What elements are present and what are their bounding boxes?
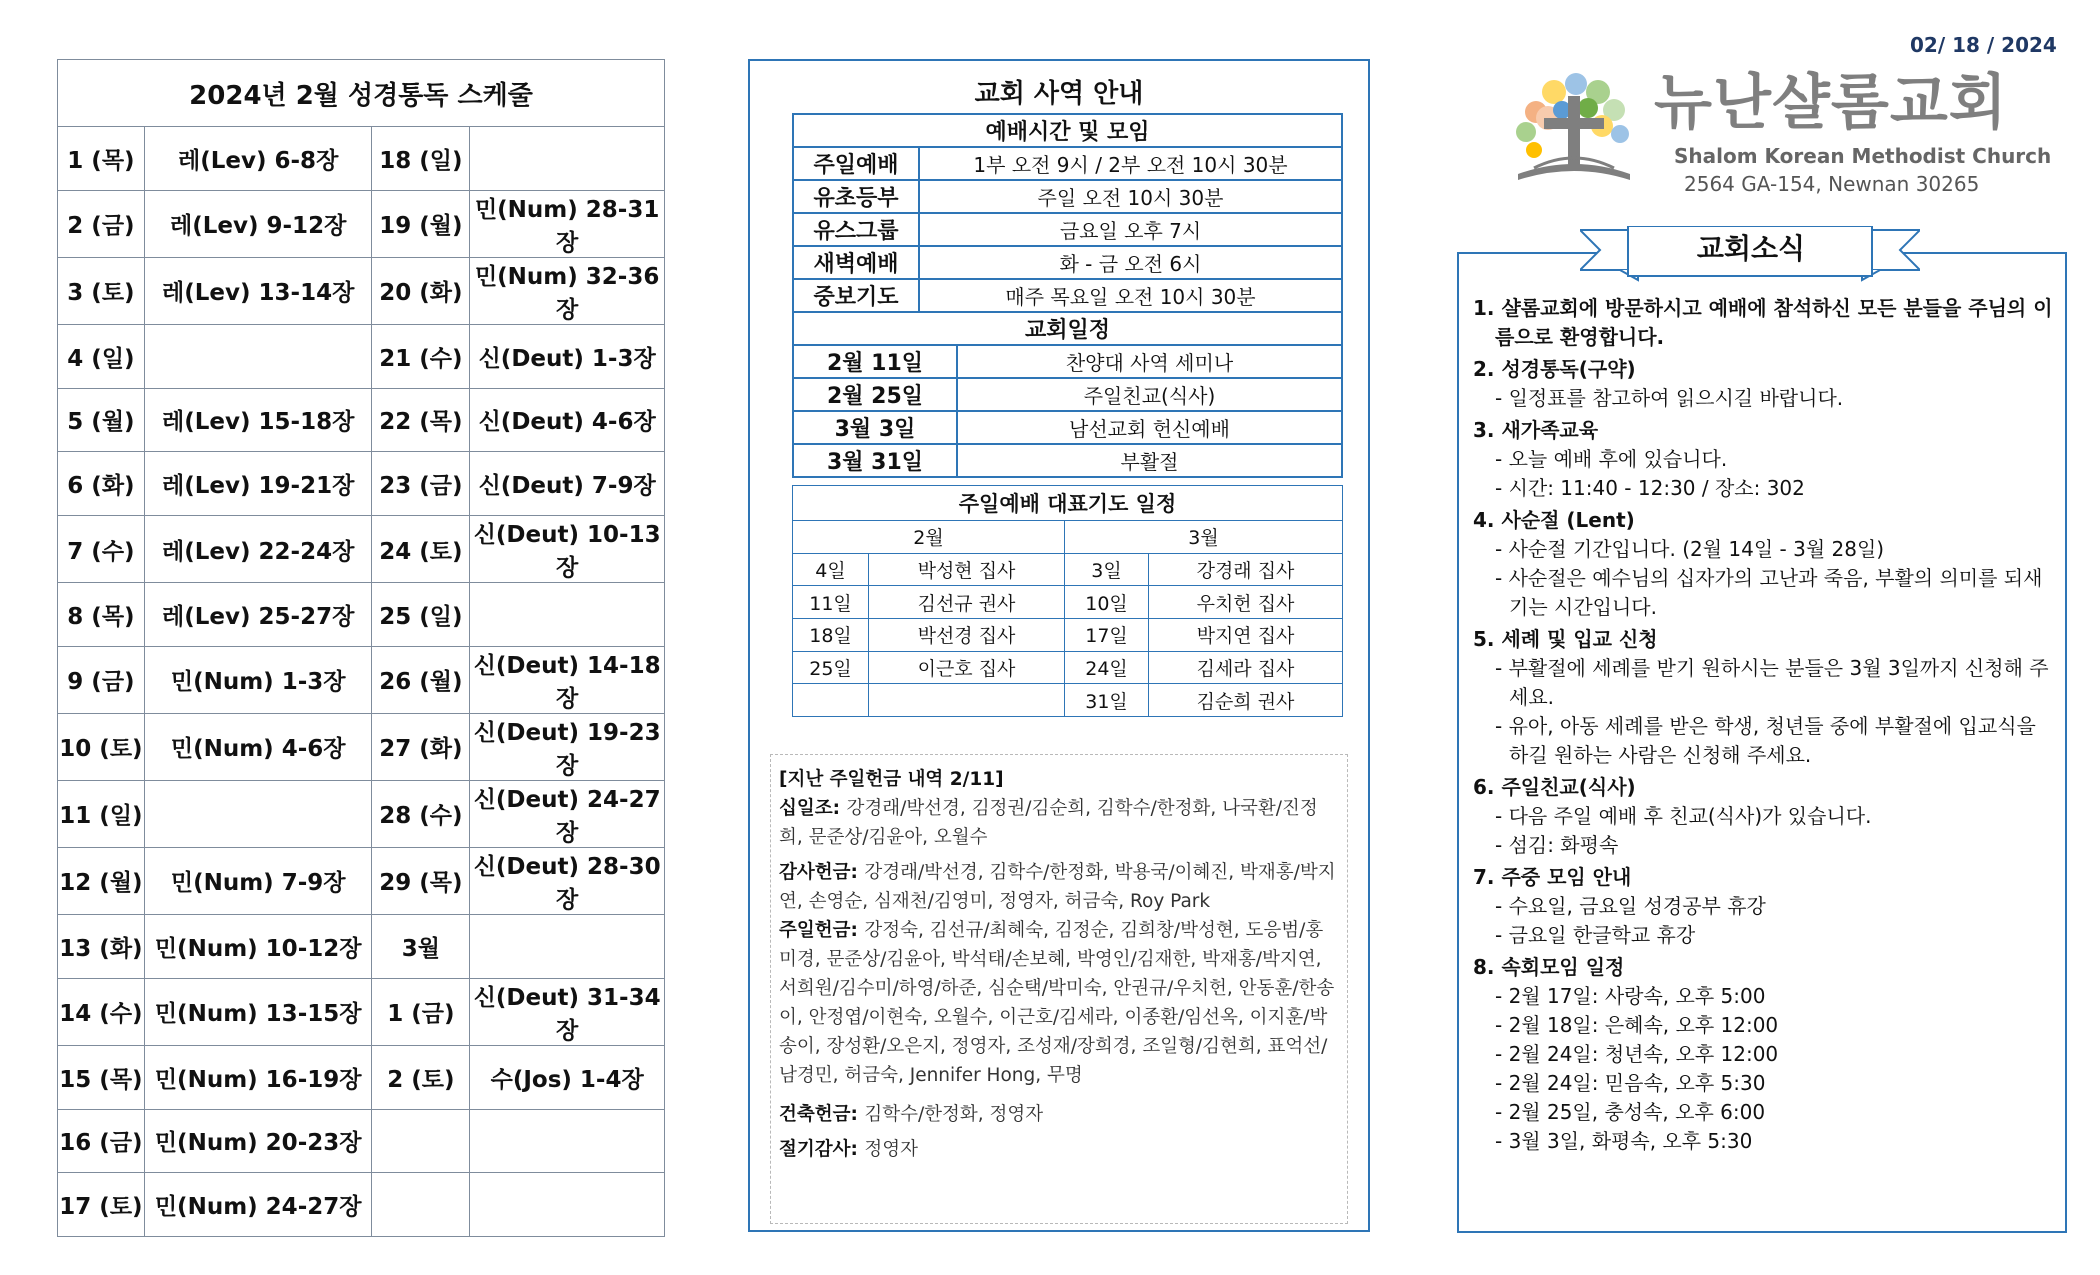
news-item-detail: - 2월 24일: 청년속, 오후 12:00: [1495, 1042, 1779, 1066]
bible-reading-schedule: [57, 59, 665, 1237]
schedule-row: [58, 646, 665, 713]
worship-row: [793, 180, 1342, 213]
schedule-reading: 신(Deut) 4-6장: [470, 388, 665, 452]
prayer-date: 25일: [793, 651, 869, 684]
schedule-reading: 민(Num) 10-12장: [144, 914, 372, 978]
news-item-detail: - 다음 주일 예배 후 친교(식사)가 있습니다.: [1495, 804, 1872, 828]
news-item-detail: - 2월 18일: 은혜속, 오후 12:00: [1495, 1013, 1779, 1037]
news-list: [1473, 294, 2053, 1159]
event-date: 3월 3일: [793, 411, 957, 444]
schedule-date: 12 (월): [58, 847, 145, 914]
schedule-date: 18 (일): [372, 127, 470, 191]
events-header: 교회일정: [793, 312, 1342, 345]
news-item-title: 4. 사순절 (Lent): [1473, 508, 1635, 532]
prayer-person: 박선경 집사: [869, 619, 1065, 652]
schedule-row: [58, 324, 665, 388]
event-date: 2월 11일: [793, 345, 957, 378]
schedule-date: 11 (일): [58, 780, 145, 847]
schedule-row: [58, 127, 665, 191]
worship-name: 유초등부: [793, 180, 919, 213]
news-item: [1473, 863, 2053, 950]
news-title: 교회소식: [1696, 232, 1806, 265]
schedule-row: [58, 847, 665, 914]
bulletin-date: 02/ 18 / 2024: [1910, 33, 2057, 57]
news-item-detail: - 2월 25일, 충성속, 오후 6:00: [1495, 1100, 1766, 1124]
worship-header: 예배시간 및 모임: [793, 114, 1342, 147]
event-row: [793, 378, 1342, 411]
schedule-row: [58, 780, 665, 847]
season-names: 정영자: [864, 1139, 918, 1160]
schedule-reading: 신(Deut) 10-13장: [470, 516, 665, 583]
news-item-detail: - 유아, 아동 세례를 받은 학생, 청년들 중에 부활절에 입교식을 하길 원하는 사람은 신청해 주세요.: [1495, 714, 2036, 767]
news-item: [1473, 625, 2053, 770]
worship-time: 화 - 금 오전 6시: [919, 246, 1342, 279]
schedule-reading: 신(Deut) 14-18장: [470, 646, 665, 713]
prayer-person: 박지연 집사: [1149, 619, 1343, 652]
schedule-row: [58, 388, 665, 452]
worship-row: [793, 246, 1342, 279]
news-item-detail: - 부활절에 세례를 받기 원하시는 분들은 3월 3일까지 신청해 주세요.: [1495, 656, 2049, 709]
news-item-detail: - 일정표를 참고하여 읽으시길 바랍니다.: [1495, 386, 1844, 410]
schedule-reading: 민(Num) 28-31장: [470, 190, 665, 257]
prayer-person: 이근호 집사: [869, 651, 1065, 684]
schedule-reading: 민(Num) 24-27장: [144, 1173, 372, 1237]
schedule-row: [58, 190, 665, 257]
worship-row: [793, 213, 1342, 246]
schedule-date: 2 (토): [372, 1045, 470, 1109]
prayer-person: 박성현 집사: [869, 553, 1065, 586]
schedule-date: 20 (화): [372, 257, 470, 324]
event-name: 찬양대 사역 세미나: [957, 345, 1342, 378]
news-item: [1473, 953, 2053, 1156]
schedule-reading: 신(Deut) 31-34장: [470, 978, 665, 1045]
schedule-reading: [470, 1173, 665, 1237]
prayer-date: 24일: [1065, 651, 1149, 684]
tithe-label: 십일조: [779, 798, 833, 819]
schedule-row: [58, 452, 665, 516]
news-item-title: 1. 샬롬교회에 방문하시고 예배에 참석하신 모든 분들을 주님의 이름으로 환영합니다.: [1473, 296, 2053, 349]
schedule-reading: 신(Deut) 24-27장: [470, 780, 665, 847]
prayer-person: [869, 684, 1065, 717]
news-item-detail: - 수요일, 금요일 성경공부 휴강: [1495, 894, 1766, 918]
prayer-date: 4일: [793, 553, 869, 586]
schedule-reading: [470, 1109, 665, 1173]
church-tree-logo: [1504, 70, 1644, 190]
schedule-row: [58, 1109, 665, 1173]
schedule-date: 6 (화): [58, 452, 145, 516]
prayer-date: 10일: [1065, 586, 1149, 619]
prayer-date: 3일: [1065, 553, 1149, 586]
schedule-date: 21 (수): [372, 324, 470, 388]
prayer-row: [793, 553, 1343, 586]
news-item-detail: - 3월 3일, 화평속, 오후 5:30: [1495, 1129, 1753, 1153]
news-item-detail: - 섬김: 화평속: [1495, 833, 1619, 857]
schedule-reading: 레(Lev) 9-12장: [144, 190, 372, 257]
schedule-date: 22 (목): [372, 388, 470, 452]
news-item-title: 2. 성경통독(구약): [1473, 357, 1636, 381]
schedule-date: 26 (월): [372, 646, 470, 713]
schedule-reading: 레(Lev) 15-18장: [144, 388, 372, 452]
news-item-title: 5. 세례 및 입교 신청: [1473, 627, 1658, 651]
news-item: [1473, 416, 2053, 503]
prayer-person: 강경래 집사: [1149, 553, 1343, 586]
worship-name: 새벽예배: [793, 246, 919, 279]
building-label: 건축헌금: [779, 1104, 851, 1125]
schedule-reading: [470, 127, 665, 191]
event-row: [793, 345, 1342, 378]
prayer-row: [793, 586, 1343, 619]
schedule-reading: 민(Num) 4-6장: [144, 713, 372, 780]
prayer-row: [793, 651, 1343, 684]
season-label: 절기감사: [779, 1139, 851, 1160]
schedule-date: [372, 1173, 470, 1237]
schedule-reading: 레(Lev) 22-24장: [144, 516, 372, 583]
schedule-date: 8 (목): [58, 583, 145, 647]
worship-time: 금요일 오후 7시: [919, 213, 1342, 246]
news-item: [1473, 355, 2053, 413]
prayer-header: 주일예배 대표기도 일정: [793, 486, 1343, 521]
worship-table: [792, 113, 1343, 313]
prayer-date: 17일: [1065, 619, 1149, 652]
schedule-date: 10 (토): [58, 713, 145, 780]
schedule-reading: 신(Deut) 1-3장: [470, 324, 665, 388]
event-row: [793, 411, 1342, 444]
schedule-reading: 레(Lev) 6-8장: [144, 127, 372, 191]
prayer-date: 11일: [793, 586, 869, 619]
prayer-date: [793, 684, 869, 717]
worship-time: 주일 오전 10시 30분: [919, 180, 1342, 213]
schedule-date: 24 (토): [372, 516, 470, 583]
church-address: 2564 GA-154, Newnan 30265: [1684, 172, 1980, 196]
schedule-date: 3월: [372, 914, 470, 978]
worship-row: [793, 147, 1342, 180]
schedule-date: 16 (금): [58, 1109, 145, 1173]
thanks-names: 강경래/박선경, 김학수/한정화, 박용국/이혜진, 박재홍/박지연, 손영순, 심재천/김영미, 정영자, 허금숙, Roy Park: [779, 862, 1336, 912]
event-name: 주일친교(식사): [957, 378, 1342, 411]
schedule-reading: 민(Num) 13-15장: [144, 978, 372, 1045]
schedule-reading: 신(Deut) 7-9장: [470, 452, 665, 516]
schedule-title: 2024년 2월 성경통독 스케줄: [58, 60, 665, 127]
schedule-date: 7 (수): [58, 516, 145, 583]
schedule-reading: 신(Deut) 19-23장: [470, 713, 665, 780]
prayer-month-mar: 3월: [1065, 521, 1343, 554]
news-item-detail: - 2월 17일: 사랑속, 오후 5:00: [1495, 984, 1766, 1008]
schedule-date: 15 (목): [58, 1045, 145, 1109]
schedule-reading: 신(Deut) 28-30장: [470, 847, 665, 914]
news-item: [1473, 506, 2053, 622]
schedule-date: 13 (화): [58, 914, 145, 978]
tithe-names: 강경래/박선경, 김정권/김순희, 김학수/한정화, 나국환/진정희, 문준상/김윤아, 오월수: [779, 798, 1318, 848]
offering-title: [지난 주일헌금 내역 2/11]: [779, 769, 1004, 790]
prayer-person: 우치헌 집사: [1149, 586, 1343, 619]
schedule-date: 23 (금): [372, 452, 470, 516]
sunday-names: 강정숙, 김선규/최혜숙, 김정순, 김희창/박성현, 도응범/홍미경, 문준상/김윤아, 박석태/손보혜, 박영인/김재한, 박재홍/박지연, 서희원/김수미/하영/하준, 심순택/박미숙, 안권규/우치헌, 안동훈/한송이, 안정엽/이현숙, 오월수, 이근호/김세라, 이종환/임선옥, 이지훈/박송이, 장성환/오은지, 정영자, 조성재/장희경, 조일형/김현희, 표억선/남경민, 허금숙, Jennifer Hong, 무명: [779, 920, 1335, 1086]
schedule-date: 14 (수): [58, 978, 145, 1045]
schedule-date: 25 (일): [372, 583, 470, 647]
event-date: 2월 25일: [793, 378, 957, 411]
schedule-reading: [144, 324, 372, 388]
schedule-body: [58, 127, 665, 1237]
schedule-date: 17 (토): [58, 1173, 145, 1237]
schedule-row: [58, 257, 665, 324]
events-table: [792, 311, 1343, 478]
schedule-date: 1 (금): [372, 978, 470, 1045]
schedule-reading: 민(Num) 32-36장: [470, 257, 665, 324]
schedule-date: 28 (수): [372, 780, 470, 847]
schedule-date: [372, 1109, 470, 1173]
schedule-reading: 민(Num) 20-23장: [144, 1109, 372, 1173]
news-item-title: 6. 주일친교(식사): [1473, 775, 1636, 799]
event-date: 3월 31일: [793, 444, 957, 477]
news-item-title: 8. 속회모임 일정: [1473, 955, 1625, 979]
building-names: 김학수/한정화, 정영자: [864, 1104, 1044, 1125]
prayer-table: [792, 485, 1343, 717]
prayer-row: [793, 619, 1343, 652]
schedule-reading: 수(Jos) 1-4장: [470, 1045, 665, 1109]
event-name: 남선교회 헌신예배: [957, 411, 1342, 444]
prayer-date: 31일: [1065, 684, 1149, 717]
worship-time: 1부 오전 9시 / 2부 오전 10시 30분: [919, 147, 1342, 180]
prayer-person: 김선규 권사: [869, 586, 1065, 619]
church-name-en: Shalom Korean Methodist Church: [1674, 144, 2052, 168]
news-item-detail: - 2월 24일: 믿음속, 오후 5:30: [1495, 1071, 1766, 1095]
schedule-reading: 레(Lev) 13-14장: [144, 257, 372, 324]
schedule-date: 1 (목): [58, 127, 145, 191]
news-item: [1473, 773, 2053, 860]
offering-box: [지난 주일헌금 내역 2/11] 십일조: 강경래/박선경, 김정권/김순희, 김학수/한정화, 나국환/진정희, 문준상/김윤아, 오월수 감사헌금: 강경래/박선경, 김학수/한정화, 박용국/이혜진, 박재홍/박지연, 손영순, 심재천/김영미, 정영자, 허금숙, Roy Park 주일헌금: 강정숙, 김선규/최혜숙, 김정순, 김희창/박성현, 도응범/홍미경, 문준상/김윤아, 박석태/손보혜, 박영인/김재한, 박재홍/박지연, 서희원/김수미/하영/하준, 심순택/박미숙, 안권규/우치헌, 안동훈/한송이, 안정엽/이현숙, 오월수, 이근호/김세라, 이종환/임선옥, 이지훈/박송이, 장성환/오은지, 정영자, 조성재/장희경, 조일형/김현희, 표억선/남경민, 허금숙, Jennifer Hong, 무명 건축헌금: 김학수/한정화, 정영자 절기감사: 정영자: [770, 754, 1348, 1224]
news-item: [1473, 294, 2053, 352]
prayer-person: 김세라 집사: [1149, 651, 1343, 684]
schedule-row: [58, 1045, 665, 1109]
schedule-date: 29 (목): [372, 847, 470, 914]
ministry-title: 교회 사역 안내: [974, 79, 1144, 109]
news-item-detail: - 오늘 예배 후에 있습니다.: [1495, 447, 1728, 471]
schedule-reading: 민(Num) 7-9장: [144, 847, 372, 914]
news-item-detail: - 금요일 한글학교 휴강: [1495, 923, 1696, 947]
news-item-detail: - 사순절 기간입니다. (2월 14일 - 3월 28일): [1495, 537, 1885, 561]
thanks-label: 감사헌금: [779, 862, 851, 883]
church-name-ko: 뉴난샬롬교회: [1654, 68, 2008, 138]
schedule-row: [58, 713, 665, 780]
event-row: [793, 444, 1342, 477]
schedule-row: [58, 914, 665, 978]
event-name: 부활절: [957, 444, 1342, 477]
prayer-row: [793, 684, 1343, 717]
worship-name: 유스그룹: [793, 213, 919, 246]
schedule-reading: [144, 780, 372, 847]
worship-time: 매주 목요일 오전 10시 30분: [919, 279, 1342, 312]
schedule-date: 5 (월): [58, 388, 145, 452]
schedule-row: [58, 1173, 665, 1237]
news-item-title: 7. 주중 모임 안내: [1473, 865, 1632, 889]
news-item-title: 3. 새가족교육: [1473, 418, 1599, 442]
schedule-date: 4 (일): [58, 324, 145, 388]
schedule-row: [58, 516, 665, 583]
schedule-date: 19 (월): [372, 190, 470, 257]
worship-name: 주일예배: [793, 147, 919, 180]
news-panel: [1457, 252, 2067, 1233]
prayer-date: 18일: [793, 619, 869, 652]
schedule-row: [58, 978, 665, 1045]
schedule-reading: 민(Num) 1-3장: [144, 646, 372, 713]
ministry-panel: [748, 59, 1370, 1232]
schedule-reading: 레(Lev) 19-21장: [144, 452, 372, 516]
schedule-date: 3 (토): [58, 257, 145, 324]
news-item-detail: - 시간: 11:40 - 12:30 / 장소: 302: [1495, 476, 1805, 500]
schedule-row: [58, 583, 665, 647]
schedule-reading: [470, 914, 665, 978]
prayer-month-feb: 2월: [793, 521, 1065, 554]
schedule-reading: 레(Lev) 25-27장: [144, 583, 372, 647]
schedule-reading: 민(Num) 16-19장: [144, 1045, 372, 1109]
schedule-date: 9 (금): [58, 646, 145, 713]
schedule-date: 27 (화): [372, 713, 470, 780]
worship-name: 중보기도: [793, 279, 919, 312]
news-item-detail: - 사순절은 예수님의 십자가의 고난과 죽음, 부활의 의미를 되새기는 시간입니다.: [1495, 566, 2043, 619]
schedule-reading: [470, 583, 665, 647]
prayer-person: 김순희 권사: [1149, 684, 1343, 717]
schedule-date: 2 (금): [58, 190, 145, 257]
sunday-label: 주일헌금: [779, 920, 851, 941]
worship-row: [793, 279, 1342, 312]
